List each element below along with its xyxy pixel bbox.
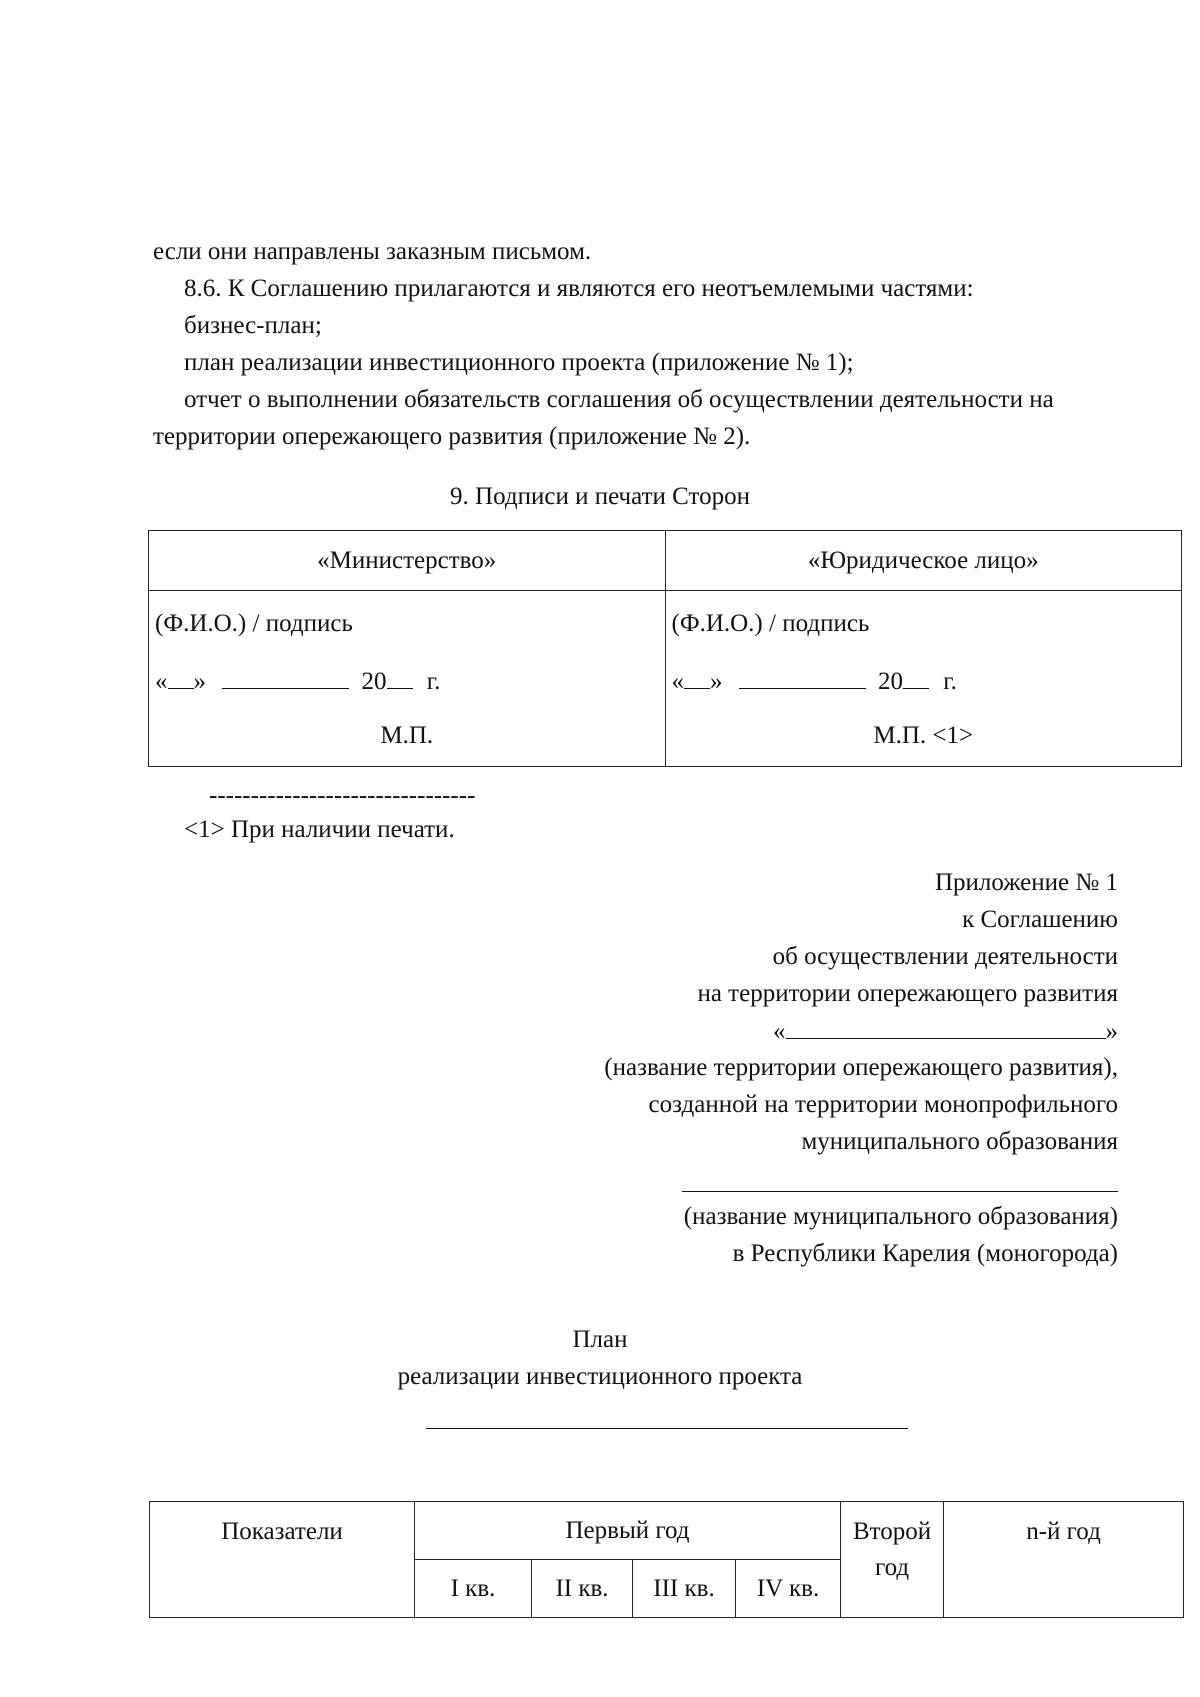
date-close: » — [710, 668, 723, 695]
appendix-line: (название территории опережающего развития), — [604, 1054, 1118, 1081]
date-open: « — [671, 668, 684, 695]
indicators-header: Показатели — [150, 1502, 415, 1618]
list-item-implementation-plan: план реализации инвестиционного проекта (приложение № 1); — [184, 349, 854, 376]
signatures-table — [148, 530, 1182, 767]
body-line: если они направлены заказным письмом. — [153, 238, 592, 265]
year-prefix: 20 — [361, 668, 387, 695]
year-prefix: 20 — [878, 668, 903, 695]
year-suffix: г. — [426, 668, 441, 695]
municipality-blank-line — [682, 1191, 1118, 1192]
stamp-label: М.П. — [380, 722, 434, 749]
territory-name-blank — [773, 1016, 1118, 1047]
day-blank — [168, 666, 194, 689]
nth-year-header: n-й год — [944, 1502, 1184, 1618]
fio-label: (Ф.И.О.) / подпись — [671, 610, 870, 637]
appendix-number: Приложение № 1 — [934, 869, 1118, 896]
second-year-line2: год — [874, 1554, 910, 1581]
plan-title: План — [572, 1326, 628, 1353]
ministry-header: «Министерство» — [149, 531, 666, 591]
appendix-line: созданной на территории монопрофильного — [648, 1091, 1118, 1118]
quote-close: » — [1105, 1018, 1118, 1045]
quote-open: « — [773, 1018, 786, 1045]
plan-table — [149, 1501, 1184, 1618]
quarter-1-header: I кв. — [415, 1560, 532, 1618]
appendix-line: муниципального образования — [801, 1128, 1118, 1155]
ministry-signature-cell — [149, 591, 666, 767]
list-item-business-plan: бизнес-план; — [184, 312, 322, 339]
legal-entity-header: «Юридическое лицо» — [665, 531, 1182, 591]
appendix-line: (название муниципального образования) — [683, 1203, 1118, 1230]
section-title: 9. Подписи и печати Сторон — [450, 483, 750, 510]
appendix-line: на территории опережающего развития — [697, 980, 1118, 1007]
footnote-text: <1> При наличии печати. — [184, 816, 455, 843]
stamp-label: М.П. <1> — [873, 722, 974, 749]
month-blank — [222, 666, 349, 689]
fio-label: (Ф.И.О.) / подпись — [155, 610, 353, 637]
project-name-blank-line — [426, 1428, 908, 1429]
list-item-report-cont: территории опережающего развития (приложение № 2). — [153, 423, 751, 450]
appendix-line: в Республики Карелия (моногорода) — [732, 1240, 1118, 1267]
day-blank — [684, 666, 710, 689]
date-open: « — [155, 668, 168, 695]
clause-8-6: 8.6. К Соглашению прилагаются и являются его неотъемлемыми частями: — [184, 275, 974, 302]
year-suffix: г. — [943, 668, 957, 695]
quarter-4-header: IV кв. — [736, 1560, 841, 1618]
month-blank — [739, 666, 866, 689]
date-line — [155, 666, 440, 697]
list-item-report: отчет о выполнении обязательств соглашения об осуществлении деятельности на — [184, 386, 1054, 413]
year-blank — [387, 666, 413, 689]
plan-subtitle: реализации инвестиционного проекта — [397, 1363, 803, 1390]
quarter-2-header: II кв. — [532, 1560, 633, 1618]
territory-blank — [786, 1016, 1106, 1039]
legal-entity-signature-cell — [665, 591, 1182, 767]
appendix-line: к Соглашению — [962, 906, 1118, 933]
date-line — [672, 666, 957, 697]
second-year-header — [841, 1502, 944, 1618]
first-year-header: Первый год — [415, 1502, 841, 1560]
footnote-separator: -------------------------------- — [209, 782, 476, 809]
quarter-3-header: III кв. — [633, 1560, 736, 1618]
date-close: » — [193, 668, 206, 695]
year-blank — [903, 666, 929, 689]
appendix-line: об осуществлении деятельности — [772, 943, 1118, 970]
second-year-line1: Второй — [852, 1518, 932, 1545]
